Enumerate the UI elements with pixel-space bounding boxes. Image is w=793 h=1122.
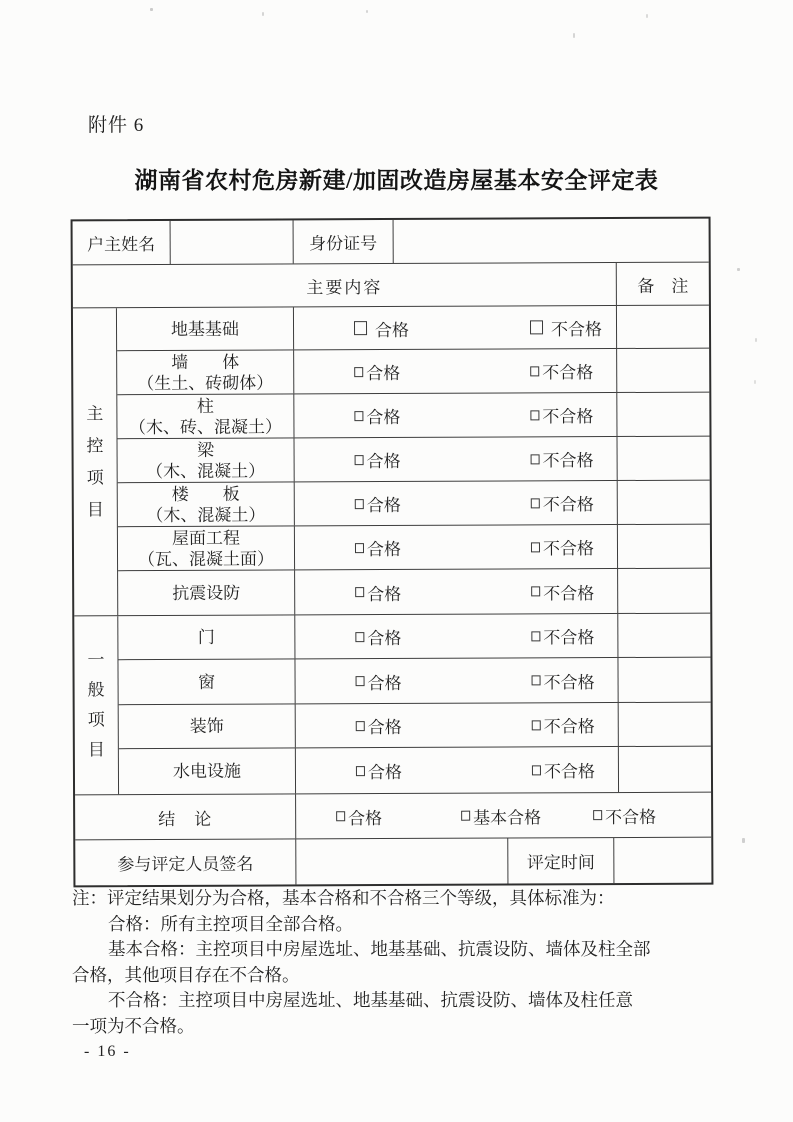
fail-label: 不合格 xyxy=(543,628,595,648)
pass-label: 合格 xyxy=(367,628,402,649)
pass-option xyxy=(355,534,531,560)
scan-artifact xyxy=(737,268,740,271)
checkbox-icon xyxy=(355,587,364,597)
checkbox-icon xyxy=(531,586,540,596)
table-row xyxy=(119,747,711,795)
fail-label: 不合格 xyxy=(542,407,594,427)
item-name: 梁 xyxy=(197,440,215,460)
assessment-table xyxy=(71,217,714,888)
scan-artifact xyxy=(573,33,575,38)
table-row xyxy=(118,658,710,706)
remark-cell xyxy=(618,614,710,657)
pass-option xyxy=(354,315,530,341)
checkbox-icon xyxy=(531,631,540,641)
scan-artifact xyxy=(755,338,757,342)
pass-label: 合格 xyxy=(366,539,402,560)
pass-option xyxy=(356,757,532,783)
conclusion-basic-pass-option xyxy=(461,803,593,829)
scan-artifact xyxy=(742,838,745,843)
group-label-cell xyxy=(73,308,118,615)
remark-header: 备 注 xyxy=(637,276,689,296)
table-row xyxy=(119,703,711,750)
note-line: 合格，其他项目存在不合格。 xyxy=(72,964,300,985)
fail-option xyxy=(531,579,594,604)
checkbox-icon xyxy=(531,542,540,552)
remark-cell xyxy=(617,393,709,436)
fail-label: 不合格 xyxy=(542,363,594,383)
fail-label: 不合格 xyxy=(542,539,595,559)
checkbox-icon xyxy=(356,721,365,731)
conclusion-pass-option xyxy=(336,803,461,829)
remark-cell xyxy=(617,306,709,348)
checkbox-icon xyxy=(532,765,541,775)
signature-label: 参与评定人员签名 xyxy=(75,839,296,885)
checkbox-icon xyxy=(461,811,470,821)
table-row xyxy=(118,569,710,616)
group-general-items xyxy=(74,614,711,796)
checkbox-icon xyxy=(355,499,364,509)
remark-cell xyxy=(618,569,710,613)
checkbox-icon xyxy=(354,411,363,421)
pass-option xyxy=(355,490,531,516)
pass-label: 合格 xyxy=(367,762,403,783)
checkbox-icon xyxy=(336,811,345,821)
item-name: 墙 体 xyxy=(171,352,240,372)
pass-label: 合格 xyxy=(366,363,401,384)
table-row-signature xyxy=(75,838,711,886)
remark-cell xyxy=(618,658,710,702)
item-name: 装饰 xyxy=(189,716,224,736)
item-name: 窗 xyxy=(198,672,216,692)
owner-name-value xyxy=(171,220,294,264)
checkbox-icon xyxy=(530,366,539,376)
remark-cell xyxy=(618,481,710,524)
pass-option xyxy=(356,668,532,694)
checkbox-icon xyxy=(530,410,539,420)
note-line: 合格：所有主控项目全部合格。 xyxy=(108,913,353,934)
fail-label: 不合格 xyxy=(543,672,595,692)
fail-option xyxy=(530,315,602,340)
fail-option xyxy=(530,402,593,427)
remark-cell xyxy=(618,525,710,568)
table-row xyxy=(117,393,709,440)
table-row xyxy=(117,306,709,352)
item-subname: （木、砖、混凝土） xyxy=(128,416,282,437)
table-row xyxy=(118,481,710,528)
checkbox-icon xyxy=(532,720,541,730)
item-subname: （木、混凝土） xyxy=(146,461,266,481)
item-subname: （生土、砖砌体） xyxy=(137,373,274,393)
attachment-label: 附件 6 xyxy=(88,115,145,136)
owner-name-label: 户主姓名 xyxy=(73,221,171,264)
fail-option xyxy=(530,358,593,383)
scan-artifact xyxy=(262,12,264,16)
item-name: 柱 xyxy=(196,396,214,416)
note-line: 注：评定结果划分为合格，基本合格和不合格三个等级，具体标准为： xyxy=(72,888,615,908)
checkbox-icon xyxy=(355,543,364,553)
checkbox-icon xyxy=(531,454,540,464)
checkbox-icon xyxy=(355,632,364,642)
checkbox-icon xyxy=(356,766,365,776)
fail-label: 不合格 xyxy=(543,583,595,603)
checkbox-icon xyxy=(593,810,602,820)
fail-label: 不合格 xyxy=(542,451,594,471)
scan-artifact xyxy=(754,380,756,384)
note-line: 不合格：主控项目中房屋选址、地基基础、抗震设防、墙体及柱任意 xyxy=(108,990,633,1010)
pass-label: 合格 xyxy=(367,673,402,693)
fail-label: 不合格 xyxy=(543,717,595,737)
checkbox-icon xyxy=(354,367,363,377)
pass-label: 合格 xyxy=(367,584,402,604)
checkbox-icon xyxy=(531,498,540,508)
remark-cell xyxy=(617,349,709,392)
page-title: 湖南省农村危房新建/加固改造房屋基本安全评定表 xyxy=(134,168,659,193)
pass-option xyxy=(355,446,531,472)
pass-option xyxy=(354,402,530,428)
fail-option xyxy=(531,534,594,559)
fail-option xyxy=(532,668,595,693)
checkbox-icon xyxy=(355,455,364,465)
assessment-time-value xyxy=(614,838,711,883)
item-name: 屋面工程 xyxy=(171,528,240,548)
fail-label: 不合格 xyxy=(543,762,596,782)
conclusion-label: 结 论 xyxy=(75,794,296,839)
main-content-header: 主要内容 xyxy=(73,263,617,307)
pass-option xyxy=(355,623,531,649)
remark-cell xyxy=(618,437,710,480)
table-row xyxy=(118,437,710,484)
page-number: - 16 - xyxy=(84,1043,131,1060)
group-label: 主 控 项 目 xyxy=(86,403,104,519)
item-subname: （木、混凝土） xyxy=(146,505,266,525)
scan-artifact xyxy=(150,8,153,11)
fail-option xyxy=(531,446,594,471)
note-line: 基本合格：主控项目中房屋选址、地基基础、抗震设防、墙体及柱全部 xyxy=(108,939,651,959)
group-label: 一 般 项 目 xyxy=(87,650,105,760)
pass-option xyxy=(356,712,532,738)
pass-option xyxy=(354,358,530,384)
pass-option xyxy=(355,579,531,605)
item-name: 门 xyxy=(197,627,215,647)
pass-label: 合格 xyxy=(366,495,401,516)
table-row-conclusion xyxy=(75,793,711,841)
group-label-cell xyxy=(74,616,119,794)
remark-cell xyxy=(619,747,711,792)
item-subname: （瓦、混凝土面） xyxy=(137,549,275,569)
id-number-value xyxy=(394,219,709,263)
pass-label: 合格 xyxy=(374,320,410,340)
group-main-control-items xyxy=(73,306,710,617)
pass-label: 合格 xyxy=(366,407,401,428)
conclusion-fail-option xyxy=(593,802,656,827)
checkbox-icon xyxy=(356,676,365,686)
fail-label: 不合格 xyxy=(542,495,594,515)
item-name: 水电设施 xyxy=(172,761,241,781)
notes-block xyxy=(72,886,720,1039)
note-line: 一项为不合格。 xyxy=(72,1015,195,1036)
fail-option xyxy=(531,490,594,515)
conclusion-basic-pass-label: 基本合格 xyxy=(473,807,542,828)
item-name: 地基基础 xyxy=(170,319,240,339)
table-row xyxy=(117,349,709,396)
pass-label: 合格 xyxy=(367,717,402,738)
scan-artifact xyxy=(646,14,648,18)
checkbox-icon xyxy=(354,321,367,335)
table-row-owner xyxy=(73,219,709,266)
fail-option xyxy=(531,623,594,648)
fail-option xyxy=(532,757,595,782)
conclusion-fail-label: 不合格 xyxy=(605,807,657,827)
fail-label: 不合格 xyxy=(550,319,603,339)
checkbox-icon xyxy=(530,320,543,334)
checkbox-icon xyxy=(532,675,541,685)
table-row xyxy=(118,614,710,661)
id-number-label: 身份证号 xyxy=(294,220,394,263)
conclusion-pass-label: 合格 xyxy=(348,808,383,828)
scan-artifact xyxy=(366,10,368,13)
fail-option xyxy=(532,712,595,737)
table-row xyxy=(118,525,710,572)
table-row-headers xyxy=(73,263,709,309)
pass-label: 合格 xyxy=(366,451,401,472)
signature-value xyxy=(296,838,508,884)
assessment-time-label: 评定时间 xyxy=(508,838,614,883)
remark-cell xyxy=(619,703,711,746)
item-name: 抗震设防 xyxy=(172,583,241,603)
item-name: 楼 板 xyxy=(171,484,240,504)
